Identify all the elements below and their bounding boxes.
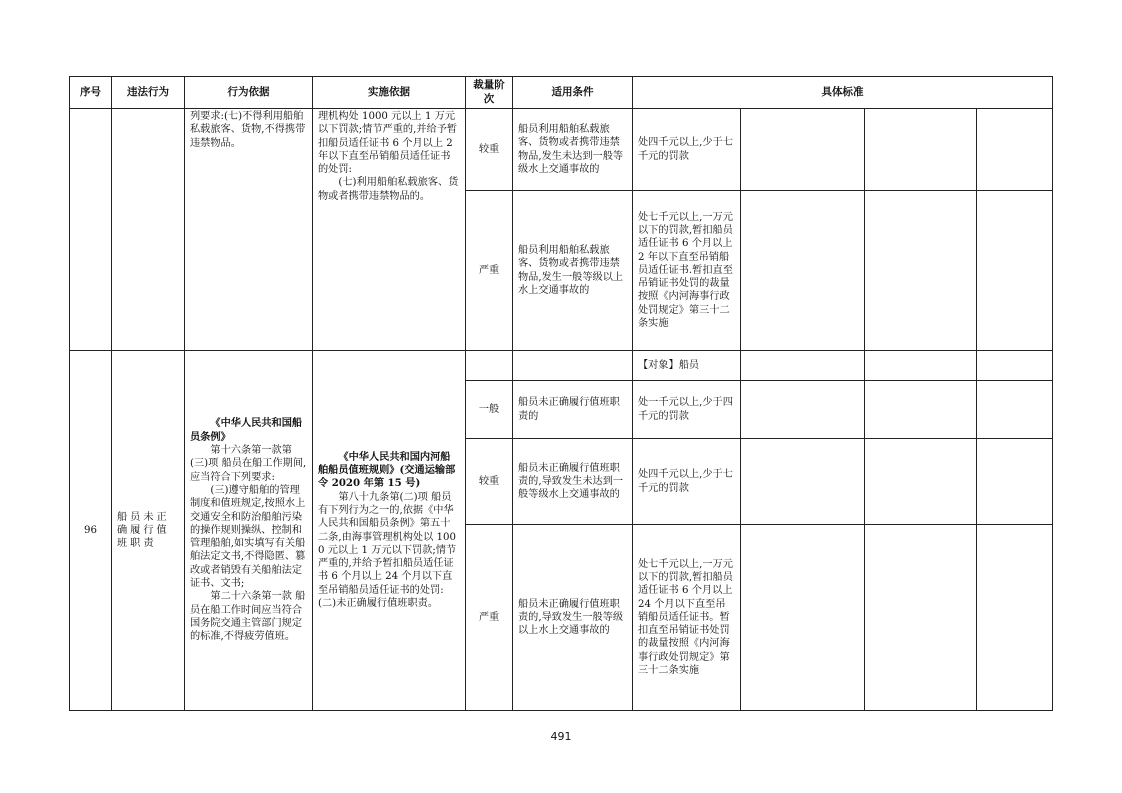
standard-cell: 处四千元以上,少于七千元的罚款: [633, 439, 741, 525]
blank-cell: [741, 525, 865, 711]
standard-cell: 处一千元以上,少于四千元的罚款: [633, 381, 741, 439]
level-cell: 较重: [466, 109, 513, 191]
blank-cell: [977, 525, 1053, 711]
header-standard: 具体标准: [633, 77, 1053, 109]
impl-paragraph: 第八十九条第(二)项 船员有下列行为之一的,依据《中华人民共和国船员条例》第五十二条,由海事管理机构处以 1000 元以上 1 万元以下罚款;情节严重的,并给予暂扣船员适任证书 6 个月以上 24 个月以下直至吊销船员适任证书的处罚:(二)未正确履行值班职责。: [318, 491, 457, 609]
cont-basis-cell: 列要求:(七)不得利用船舶私载旅客、货物,不得携带违禁物品。: [185, 109, 313, 351]
basis-law-title: 《中华人民共和国船员条例》: [190, 417, 303, 443]
item-basis-cell: [185, 351, 313, 711]
condition-cell: [513, 351, 633, 381]
level-cell: 较重: [466, 439, 513, 525]
blank-cell: [741, 439, 865, 525]
standard-cell: 处七千元以上,一万元以下的罚款,暂扣船员适任证书 6 个月以上 2 年以下直至吊销船员适任证书.暂扣直至吊销证书处罚的裁量按照《内河海事行政处罚规定》第三十二条实施: [633, 191, 741, 351]
impl-rule-title: 《中华人民共和国内河船舶船员值班规则》(交通运输部令 2020 年第 15 号): [318, 450, 456, 490]
blank-cell: [977, 191, 1053, 351]
condition-cell: 船员未正确履行值班职责的,导致发生未达到一般等级水上交通事故的: [513, 439, 633, 525]
cont-impl-text-1: 理机构处 1000 元以上 1 万元以下罚款;情节严重的,并给予暂扣船员适任证书 6 个月以上 2 年以下直至吊销船员适任证书的处罚:: [318, 111, 458, 176]
blank-cell: [741, 381, 865, 439]
condition-cell: 船员未正确履行值班职责的: [513, 381, 633, 439]
level-cell: 严重: [466, 525, 513, 711]
blank-cell: [865, 351, 977, 381]
blank-cell: [977, 351, 1053, 381]
table-row: [70, 351, 1053, 381]
blank-cell: [865, 109, 977, 191]
blank-cell: [865, 525, 977, 711]
condition-cell: 船员利用船舶私载旅客、货物或者携带违禁物品,发生未达到一般等级水上交通事故的: [513, 109, 633, 191]
item-seq-cell: 96: [70, 351, 112, 711]
cont-impl-text-2: (七)利用船舶私载旅客、货物或者携带违禁物品的。: [318, 177, 459, 202]
item-impl-cell: [313, 351, 466, 711]
blank-cell: [741, 109, 865, 191]
cont-impl-cell: [313, 109, 466, 351]
standard-cell: 处四千元以上,少于七千元的罚款: [633, 109, 741, 191]
blank-cell: [865, 191, 977, 351]
penalty-standard-table: [69, 76, 1053, 711]
header-seq: 序号: [70, 77, 112, 109]
level-cell: 严重: [466, 191, 513, 351]
header-basis: 行为依据: [185, 77, 313, 109]
cont-violation-cell: [112, 109, 185, 351]
condition-cell: 船员利用船舶私载旅客、货物或者携带违禁物品,发生一般等级以上水上交通事故的: [513, 191, 633, 351]
blank-cell: [977, 109, 1053, 191]
basis-paragraph-2: (三)遵守船舶的管理制度和值班规定,按照水上交通安全和防治船舶污染的操作规则操纵、控制和管理船舶,如实填写有关船舶法定文书,不得隐匿、篡改或者销毁有关船舶法定证书、文书;: [190, 484, 306, 590]
header-condition: 适用条件: [513, 77, 633, 109]
header-level: 裁量阶次: [466, 77, 513, 109]
header-violation: 违法行为: [112, 77, 185, 109]
blank-cell: [865, 439, 977, 525]
level-cell: [466, 351, 513, 381]
condition-cell: 船员未正确履行值班职责的,导致发生一般等级以上水上交通事故的: [513, 525, 633, 711]
standard-cell: 处七千元以上,一万元以下的罚款,暂扣船员适任证书 6 个月以上 24 个月以下直至吊销船员适任证书。暂扣直至吊销证书处罚的裁量按照《内河海事行政处罚规定》第三十二条实施: [633, 525, 741, 711]
level-cell: 一般: [466, 381, 513, 439]
blank-cell: [865, 381, 977, 439]
item-violation-cell: 船员未正确履行值班职责: [112, 351, 185, 711]
blank-cell: [741, 351, 865, 381]
blank-cell: [741, 191, 865, 351]
page-number: 491: [550, 730, 572, 743]
basis-paragraph-3: 第二十六条第一款 船员在船工作时间应当符合国务院交通主管部门规定的标准,不得疲劳值班。: [190, 591, 306, 643]
table-row: [70, 109, 1053, 191]
basis-paragraph-1: 第十六条第一款第(三)项 船员在船工作期间,应当符合下列要求:: [190, 445, 307, 483]
cont-seq-cell: [70, 109, 112, 351]
blank-cell: [977, 381, 1053, 439]
header-row: [70, 77, 1053, 109]
blank-cell: [977, 439, 1053, 525]
header-impl: 实施依据: [313, 77, 466, 109]
target-cell: 【对象】船员: [633, 351, 741, 381]
